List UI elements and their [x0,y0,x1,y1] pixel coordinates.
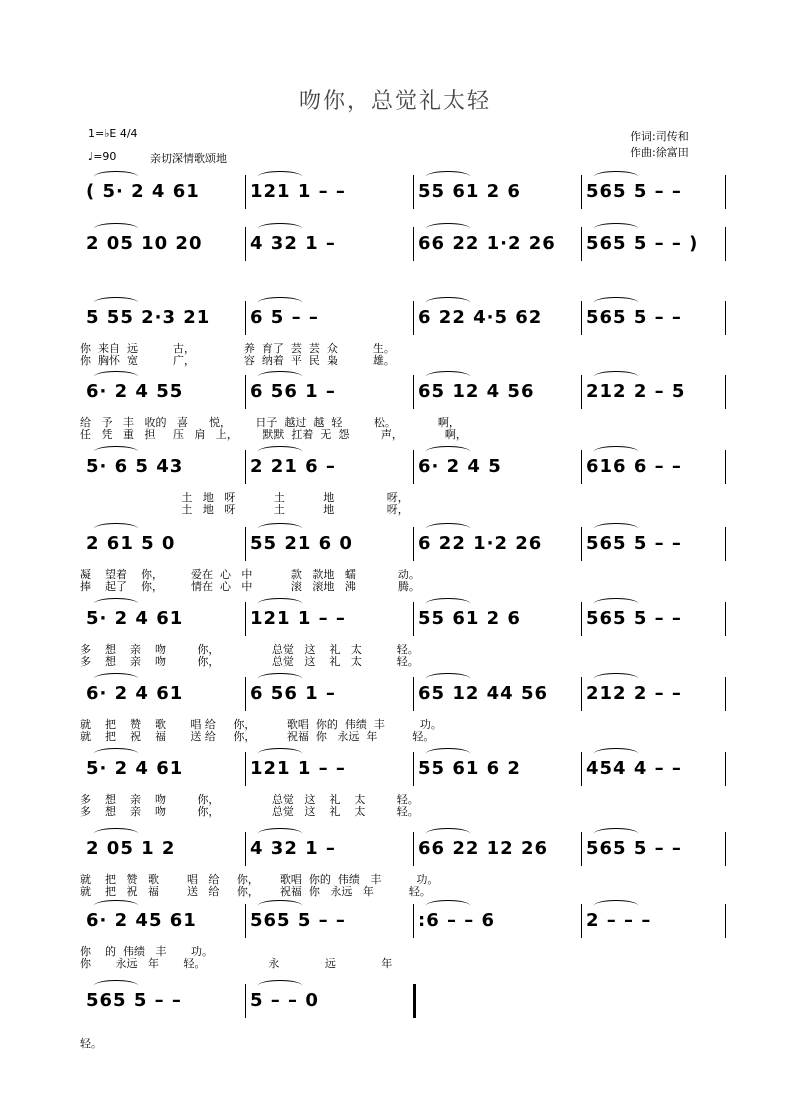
measure: 6· 2 45 61 [86,910,197,931]
lyric-line: 多 想 亲 吻 你， 总觉 这 礼 太 轻。 [80,643,419,656]
notes-line [80,233,730,263]
barline [725,227,726,261]
slur [258,446,302,457]
measure: 5 55 2·3 21 [86,307,211,328]
slur [258,748,302,759]
slur [94,446,138,457]
song-title: 吻你，总觉礼太轻 [298,89,491,114]
measure: 65 12 44 56 [418,683,548,704]
slur [94,900,138,911]
barline [725,752,726,786]
measure: 2 05 10 20 [86,233,203,254]
measure: 2 – – – [586,910,652,931]
measure: 121 1 – – [250,608,346,629]
lyric-line: 给 予 丰 收的 喜 悦， 日子 越过 越 轻 松。 啊， [80,416,460,429]
slur [94,371,138,382]
expression-marking: 亲切深情歌颂地 [150,152,227,165]
slur [426,598,470,609]
barline [245,450,246,484]
measure: 2 05 1 2 [86,838,176,859]
lyric-line: 多 想 亲 吻 你， 总觉 这 礼 太 轻。 [80,655,419,668]
slur [94,523,138,534]
slur [594,900,638,911]
slur [426,748,470,759]
measure: 6· 2 4 61 [86,683,184,704]
slur [258,371,302,382]
final-barline [413,984,416,1018]
lyric-line: 就 把 赞 歌 唱 给 你， 歌唱 你的 伟绩 丰 功。 [80,873,439,886]
barline [245,527,246,561]
barline [725,832,726,866]
lyric-line: 就 把 祝 福 送 给 你， 祝福 你 永远 年 轻。 [80,885,431,898]
notes-line [80,990,730,1020]
slur [258,673,302,684]
slur [258,297,302,308]
barline [413,677,414,711]
measure: 5· 2 4 61 [86,608,184,629]
measure: 55 61 6 2 [418,758,521,779]
notes-line [80,838,730,868]
slur [426,828,470,839]
slur [94,673,138,684]
barline [725,904,726,938]
barline [581,752,582,786]
barline [413,832,414,866]
lyric-line: 多 想 亲 吻 你， 总觉 这 礼 太 轻。 [80,805,419,818]
slur [594,673,638,684]
notes-line [80,533,730,563]
measure: 212 2 – 5 [586,381,686,402]
slur [94,598,138,609]
lyric-line: 任 凭 重 担 压 肩 上， 默默 扛着 无 怨 声， 啊， [80,428,467,441]
lyric-line: 你 来自 远 古， 养 育了 芸 芸 众 生。 [80,342,395,355]
barline [245,227,246,261]
measure: 6· 2 4 55 [86,381,184,402]
lyric-line: 多 想 亲 吻 你， 总觉 这 礼 太 轻。 [80,793,419,806]
measure: 5· 6 5 43 [86,456,184,477]
notes-line [80,758,730,788]
slur [426,223,470,234]
slur [258,223,302,234]
barline [725,301,726,335]
measure: 6 22 1·2 26 [418,533,543,554]
slur [94,980,138,991]
slur [258,980,302,991]
lyric-line: 你 的 伟绩 丰 功。 [80,945,213,958]
lyric-line: 就 把 赞 歌 唱 给 你， 歌唱 你的 伟绩 丰 功。 [80,718,442,731]
measure: 2 61 5 0 [86,533,176,554]
slur [94,748,138,759]
slur [258,828,302,839]
barline [581,301,582,335]
measure: 6 5 – – [250,307,319,328]
slur [258,598,302,609]
measure: 565 5 – – ) [586,233,699,254]
barline [245,175,246,209]
measure: 565 5 – – [586,608,682,629]
slur [258,171,302,182]
slur [426,523,470,534]
barline [245,832,246,866]
tempo-marking: ♩=90 [88,150,117,163]
slur [594,446,638,457]
measure: 565 5 – – [586,307,682,328]
barline [245,375,246,409]
lyric-line: 土 地 呀 土 地 呀， [80,503,409,516]
notes-line [80,381,730,411]
barline [581,175,582,209]
barline [245,752,246,786]
slur [94,297,138,308]
barline [581,227,582,261]
slur [426,371,470,382]
lyric-line: 凝 望着 你， 爱在 心 中 款 款地 蠕 动。 [80,568,420,581]
barline [245,984,246,1018]
slur [594,828,638,839]
measure: 565 5 – – [586,533,682,554]
slur [594,598,638,609]
measure: 6 56 1 – [250,683,336,704]
measure: 4 32 1 – [250,838,336,859]
composer-credit: 作曲:徐富田 [630,146,689,159]
barline [581,527,582,561]
measure: 55 61 2 6 [418,181,521,202]
lyric-line: 你 胸怀 宽 广， 容 纳着 平 民 枭 雄。 [80,354,395,367]
barline [725,527,726,561]
measure: 66 22 1·2 26 [418,233,556,254]
measure: 565 5 – – [586,181,682,202]
slur [594,223,638,234]
measure: 4 32 1 – [250,233,336,254]
barline [581,375,582,409]
lyric-line: 捧 起了 你， 情在 心 中 滚 滚地 沸 腾。 [80,580,420,593]
barline [581,832,582,866]
lyric-line: 土 地 呀 土 地 呀， [80,491,409,504]
barline [581,677,582,711]
notes-line [80,181,730,211]
slur [258,523,302,534]
measure: 6 22 4·5 62 [418,307,543,328]
slur [594,748,638,759]
measure: 55 61 2 6 [418,608,521,629]
lyric-line: 你 永远 年 轻。 永 远 年 [80,957,393,970]
measure: 454 4 – – [586,758,682,779]
barline [413,602,414,636]
measure: 565 5 – – [86,990,182,1011]
barline [245,677,246,711]
barline [413,752,414,786]
barline [413,904,414,938]
lyric-line: 就 把 祝 福 送 给 你， 祝福 你 永远 年 轻。 [80,730,435,743]
barline [413,450,414,484]
measure: :6 – – 6 [418,910,496,931]
slur [426,171,470,182]
measure: 6· 2 4 5 [418,456,502,477]
slur [94,828,138,839]
barline [725,602,726,636]
measure: 6 56 1 – [250,381,336,402]
barline [725,375,726,409]
notes-line [80,307,730,337]
measure: 565 5 – – [250,910,346,931]
slur [426,900,470,911]
measure: 55 21 6 0 [250,533,353,554]
lyric-line: 轻。 [80,1037,102,1050]
barline [413,375,414,409]
measure: 5 – – 0 [250,990,319,1011]
slur [426,446,470,457]
barline [245,602,246,636]
slur [258,900,302,911]
slur [94,171,138,182]
slur [426,297,470,308]
notes-line [80,608,730,638]
slur [594,371,638,382]
barline [581,904,582,938]
notes-line [80,910,730,940]
barline [413,301,414,335]
slur [94,223,138,234]
measure: 616 6 – – [586,456,682,477]
measure: 5· 2 4 61 [86,758,184,779]
notes-line [80,456,730,486]
measure: 565 5 – – [586,838,682,859]
barline [413,227,414,261]
slur [594,297,638,308]
measure: ( 5· 2 4 61 [86,181,200,202]
barline [725,677,726,711]
measure: 66 22 12 26 [418,838,548,859]
measure: 2 21 6 – [250,456,336,477]
barline [581,450,582,484]
notes-line [80,683,730,713]
barline [245,904,246,938]
slur [594,523,638,534]
barline [413,175,414,209]
lyricist-credit: 作词:司传和 [630,130,689,143]
key-signature: 1=♭E 4/4 [88,127,138,140]
barline [581,602,582,636]
slur [426,673,470,684]
barline [725,175,726,209]
measure: 212 2 – – [586,683,682,704]
barline [245,301,246,335]
slur [594,171,638,182]
measure: 121 1 – – [250,758,346,779]
measure: 65 12 4 56 [418,381,535,402]
measure: 121 1 – – [250,181,346,202]
barline [413,527,414,561]
barline [725,450,726,484]
